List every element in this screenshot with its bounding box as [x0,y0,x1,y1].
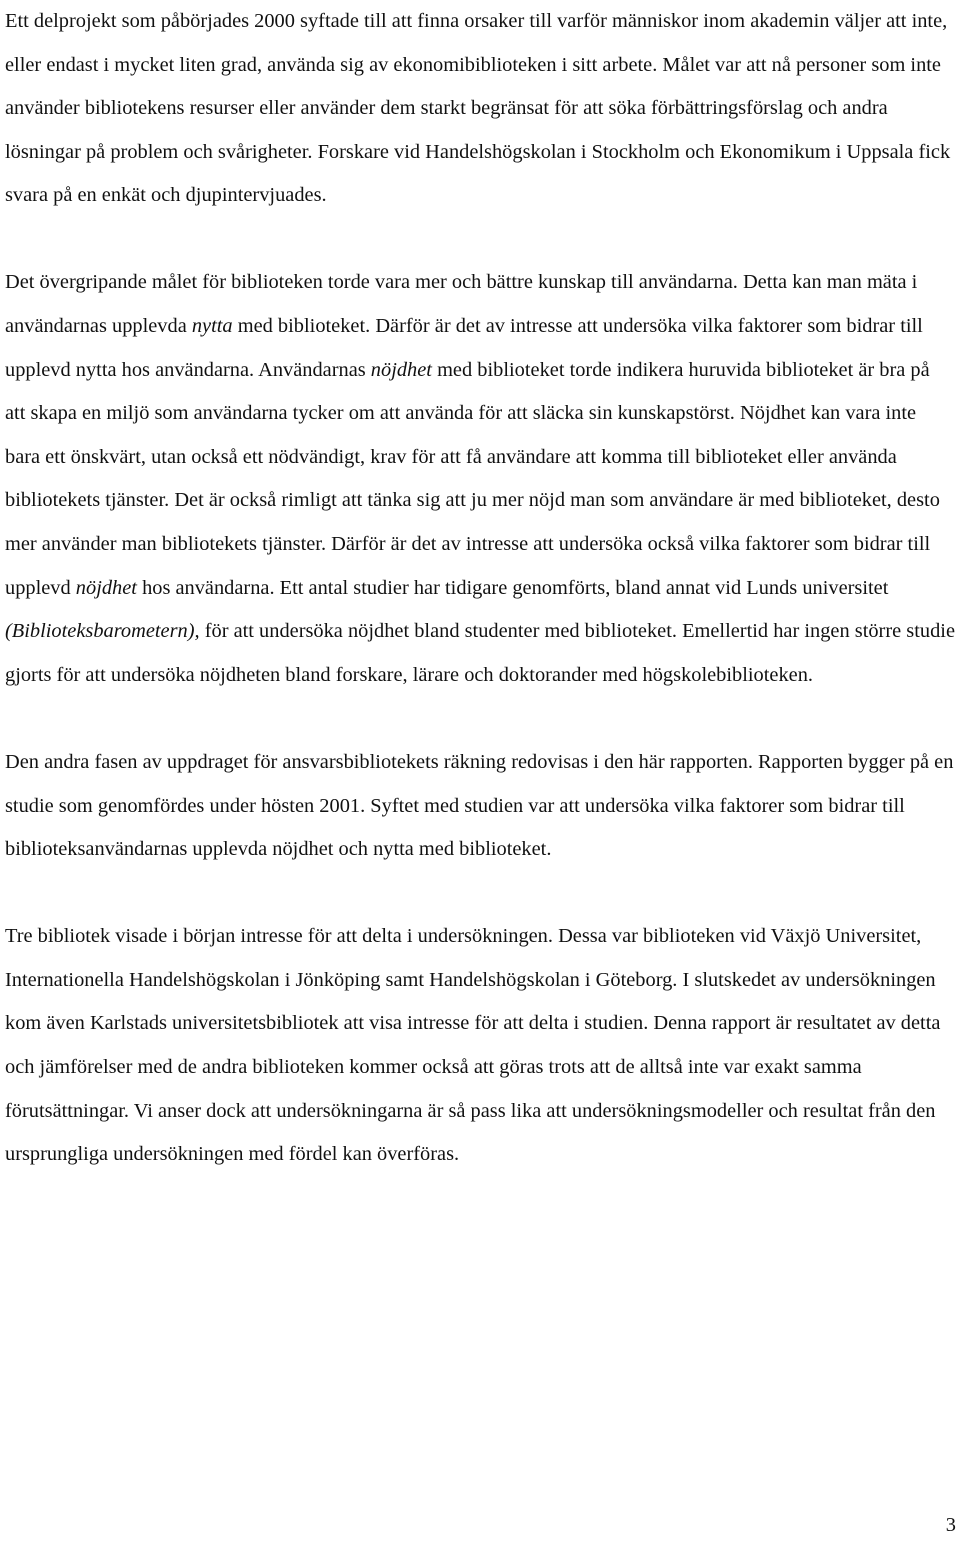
paragraph-text: Ett delprojekt som påbörjades 2000 syftade till att finna orsaker till varför människor inom akademin väljer att inte, eller endast i mycket liten grad, använda sig av ekonomibiblioteken i sitt arbete. Målet var att nå personer som inte använder bibliotekens resurser eller använder dem starkt begränsat för att söka förbättringsförslag och andra lösningar på problem och svårigheter. Forskare vid Handelshögskolan i Stockholm och Ekonomikum i Uppsala fick svara på en enkät och djupintervjuades. [5,10,951,207]
paragraph-text: Det övergripande målet för biblioteken torde vara mer och bättre kunskap till användarna. Detta kan man mäta i användarnas upplevda [5,271,918,338]
body-text [5,0,955,1177]
emphasis-nojdhet: nöjdhet [370,358,432,381]
paragraph-delprojekt [5,0,955,218]
page-number: 3 [945,1514,956,1536]
paragraph-andra-fasen [5,741,955,872]
paragraph-text: hos användarna. Ett antal studier har tidigare genomförts, bland annat vid Lunds universitet [136,576,889,599]
paragraph-text: Tre bibliotek visade i början intresse för att delta i undersökningen. Dessa var biblioteken vid Växjö Universitet, Internationella Handelshögskolan i Jönköping samt Handelshögskolan i Göteborg. I slutskedet av undersökningen kom även Karlstads universitetsbibliotek att visa intresse för att delta i studien. Denna rapport är resultatet av detta och jämförelser med de andra biblioteken kommer också att göras trots att de alltså inte var exakt samma förutsättningar. Vi anser dock att undersökningarna är så pass lika att undersökningsmodeller och resultat från den ursprungliga undersökningen med fördel kan överföras. [5,925,941,1166]
emphasis-nytta: nytta [191,315,233,338]
paragraph-text: med biblioteket. Därför är det av intresse att undersöka vilka faktorer som bidrar till upplevd nytta hos användarna. Användarnas [5,315,923,381]
emphasis-nojdhet: nöjdhet [75,576,137,599]
paragraph-tre-bibliotek [5,915,955,1177]
paragraph-text: med biblioteket torde indikera huruvida biblioteket är bra på att skapa en miljö som användarna tycker om att använda för att släcka sin kunskapstörst. Nöjdhet kan vara inte bara ett önskvärt, utan också ett nödvändigt, krav för att få användare att komma till biblioteket eller använda bibliotekets tjänster. Det är också rimligt att tänka sig att ju mer nöjd man som användare är med biblioteket, desto mer använder man bibliotekets tjänster. Därför är det av intresse att undersöka också vilka faktorer som bidrar till upplevd [5,358,940,599]
paragraph-text: för att undersöka nöjdhet bland studenter med biblioteket. Emellertid har ingen större studie gjorts för att undersöka nöjdheten bland forskare, lärare och doktorander med högskolebiblioteken. [5,620,955,686]
paragraph-text: Den andra fasen av uppdraget för ansvarsbibliotekets räkning redovisas i den här rapporten. Rapporten bygger på en studie som genomfördes under hösten 2001. Syftet med studien var att undersöka vilka faktorer som bidrar till biblioteksanvändarnas upplevda nöjdhet och nytta med biblioteket. [5,750,954,861]
emphasis-biblioteksbarometern: (Biblioteksbarometern), [5,620,200,643]
paragraph-overgripande-malet [5,261,955,697]
